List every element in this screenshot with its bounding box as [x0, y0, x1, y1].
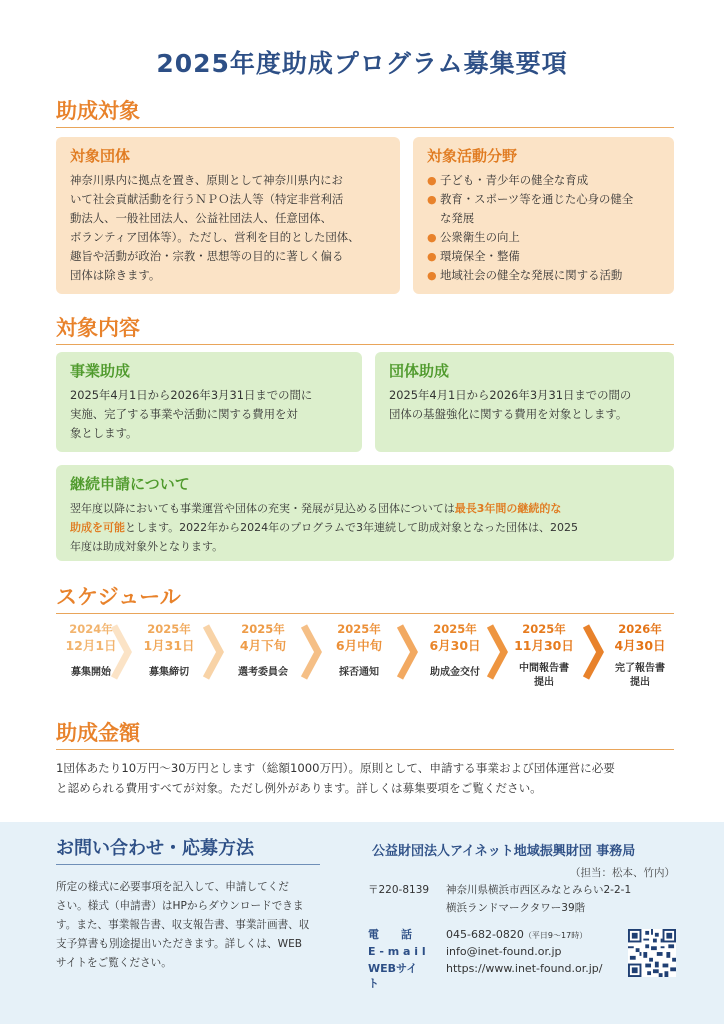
- schedule-step: 2025年 1月31日 募集締切: [143, 622, 195, 678]
- email-label: E - m a i l: [368, 945, 426, 958]
- chevron-right-icon: [582, 624, 604, 680]
- continuation-text: 翌年度以降においても事業運営や団体の充実・発展が見込める団体については最長3年間の継続的な 助成を可能とします。2022年から2024年のプログラムで3年連続して助成対象となった団体は、2025 年度は助成対象外となります。: [70, 502, 578, 553]
- section-heading-schedule: スケジュール: [56, 584, 674, 614]
- org-grant-box: [375, 352, 674, 452]
- org-grant-heading: 団体助成: [389, 362, 450, 380]
- bullet-icon: ●: [427, 174, 437, 187]
- chevron-right-icon: [486, 624, 508, 680]
- project-grant-heading: 事業助成: [70, 362, 131, 380]
- section-heading-target: 助成対象: [56, 98, 674, 128]
- target-group-heading: 対象団体: [70, 147, 131, 165]
- schedule-step: 2024年 12月1日 募集開始: [65, 622, 117, 678]
- qr-code-icon[interactable]: [628, 929, 676, 977]
- bullet-icon: ●: [427, 231, 437, 244]
- continuation-heading: 継続申請について: [70, 475, 190, 493]
- phone-label: 電 話: [368, 928, 412, 941]
- schedule-step: 2025年 11月30日 中間報告書 提出: [514, 622, 574, 688]
- target-group-box: [56, 137, 400, 294]
- target-fields-heading: 対象活動分野: [427, 147, 518, 165]
- org-grant-text: 2025年4月1日から2026年3月31日までの間の 団体の基盤強化に関する費用を対象とします。: [389, 388, 632, 421]
- contact-footer: [0, 822, 724, 1024]
- bullet-icon: ●: [427, 250, 437, 263]
- website-label: WEBサイト: [368, 962, 418, 990]
- target-group-text: 神奈川県内に拠点を置き、原則として神奈川県内にお いて社会貢献活動を行うＮＰＯ法人等（特定非営利活 動法人、一般社団法人、公益社団法人、任意団体、 ボランティア団体等）。ただし、営利を目的とした団体、 趣旨や活動が政治・宗教・思想等の目的に著しく偏る 団体は除きます。: [70, 173, 360, 282]
- list-item: ● 教育・スポーツ等を通じた心身の健全 な発展: [427, 192, 634, 225]
- contact-heading: お問い合わせ・応募方法: [56, 838, 320, 865]
- schedule-step: 2026年 4月30日 完了報告書 提出: [614, 622, 666, 688]
- target-fields-list: [427, 171, 660, 285]
- chevron-right-icon: [300, 624, 322, 680]
- list-item: ● 環境保全・整備: [427, 247, 660, 266]
- address-line-2: 横浜ランドマークタワー39階: [446, 902, 586, 914]
- contact-description: 所定の様式に必要事項を記入して、申請してくだ さい。様式（申請書）はHPからダウンロードできま す。また、事業報告書、収支報告書、事業計画書、収 支予算書も別途提出いただきます。詳しくは、WEB サイトをご覧ください。: [56, 881, 310, 969]
- section-heading-content: 対象内容: [56, 315, 674, 345]
- bullet-icon: ●: [427, 269, 437, 282]
- schedule-timeline: [56, 622, 676, 712]
- chevron-right-icon: [202, 624, 224, 680]
- phone-number: 045-682-0820（平日9～17時）: [446, 928, 588, 941]
- email-address[interactable]: info@inet-found.or.jp: [446, 945, 562, 958]
- section-heading-amount: 助成金額: [56, 720, 674, 750]
- continuation-box: [56, 465, 674, 561]
- bullet-icon: ●: [427, 193, 437, 206]
- address-line-1: 神奈川県横浜市西区みなとみらい2-2-1: [446, 884, 632, 896]
- target-fields-box: [413, 137, 674, 294]
- chevron-right-icon: [110, 624, 132, 680]
- postal-code: 〒220-8139: [368, 884, 430, 896]
- list-item: ● 子ども・青少年の健全な育成: [427, 171, 660, 190]
- chevron-right-icon: [396, 624, 418, 680]
- schedule-step: 2025年 6月30日 助成金交付: [429, 622, 481, 678]
- project-grant-text: 2025年4月1日から2026年3月31日までの間に 実施、完了する事業や活動に関する費用を対 象とします。: [70, 388, 313, 440]
- page-title: 2025年度助成プログラム募集要項: [156, 49, 568, 78]
- list-item: ● 公衆衛生の向上: [427, 228, 660, 247]
- website-url[interactable]: https://www.inet-found.or.jp/: [446, 962, 603, 975]
- amount-text: 1団体あたり10万円～30万円とします（総額1000万円）。原則として、申請する事業および団体運営に必要 と認められる費用すべてが対象。ただし例外があります。詳しくは募集要項をご覧ください。: [56, 761, 615, 795]
- schedule-step: 2025年 6月中旬 採否通知: [335, 622, 383, 678]
- list-item: ● 地域社会の健全な発展に関する活動: [427, 266, 660, 285]
- schedule-step: 2025年 4月下旬 選考委員会: [238, 622, 288, 678]
- staff-names: （担当：松本、竹内）: [570, 867, 675, 879]
- project-grant-box: [56, 352, 362, 452]
- organization-name: 公益財団法人アイネット地域振興財団 事務局: [372, 844, 636, 859]
